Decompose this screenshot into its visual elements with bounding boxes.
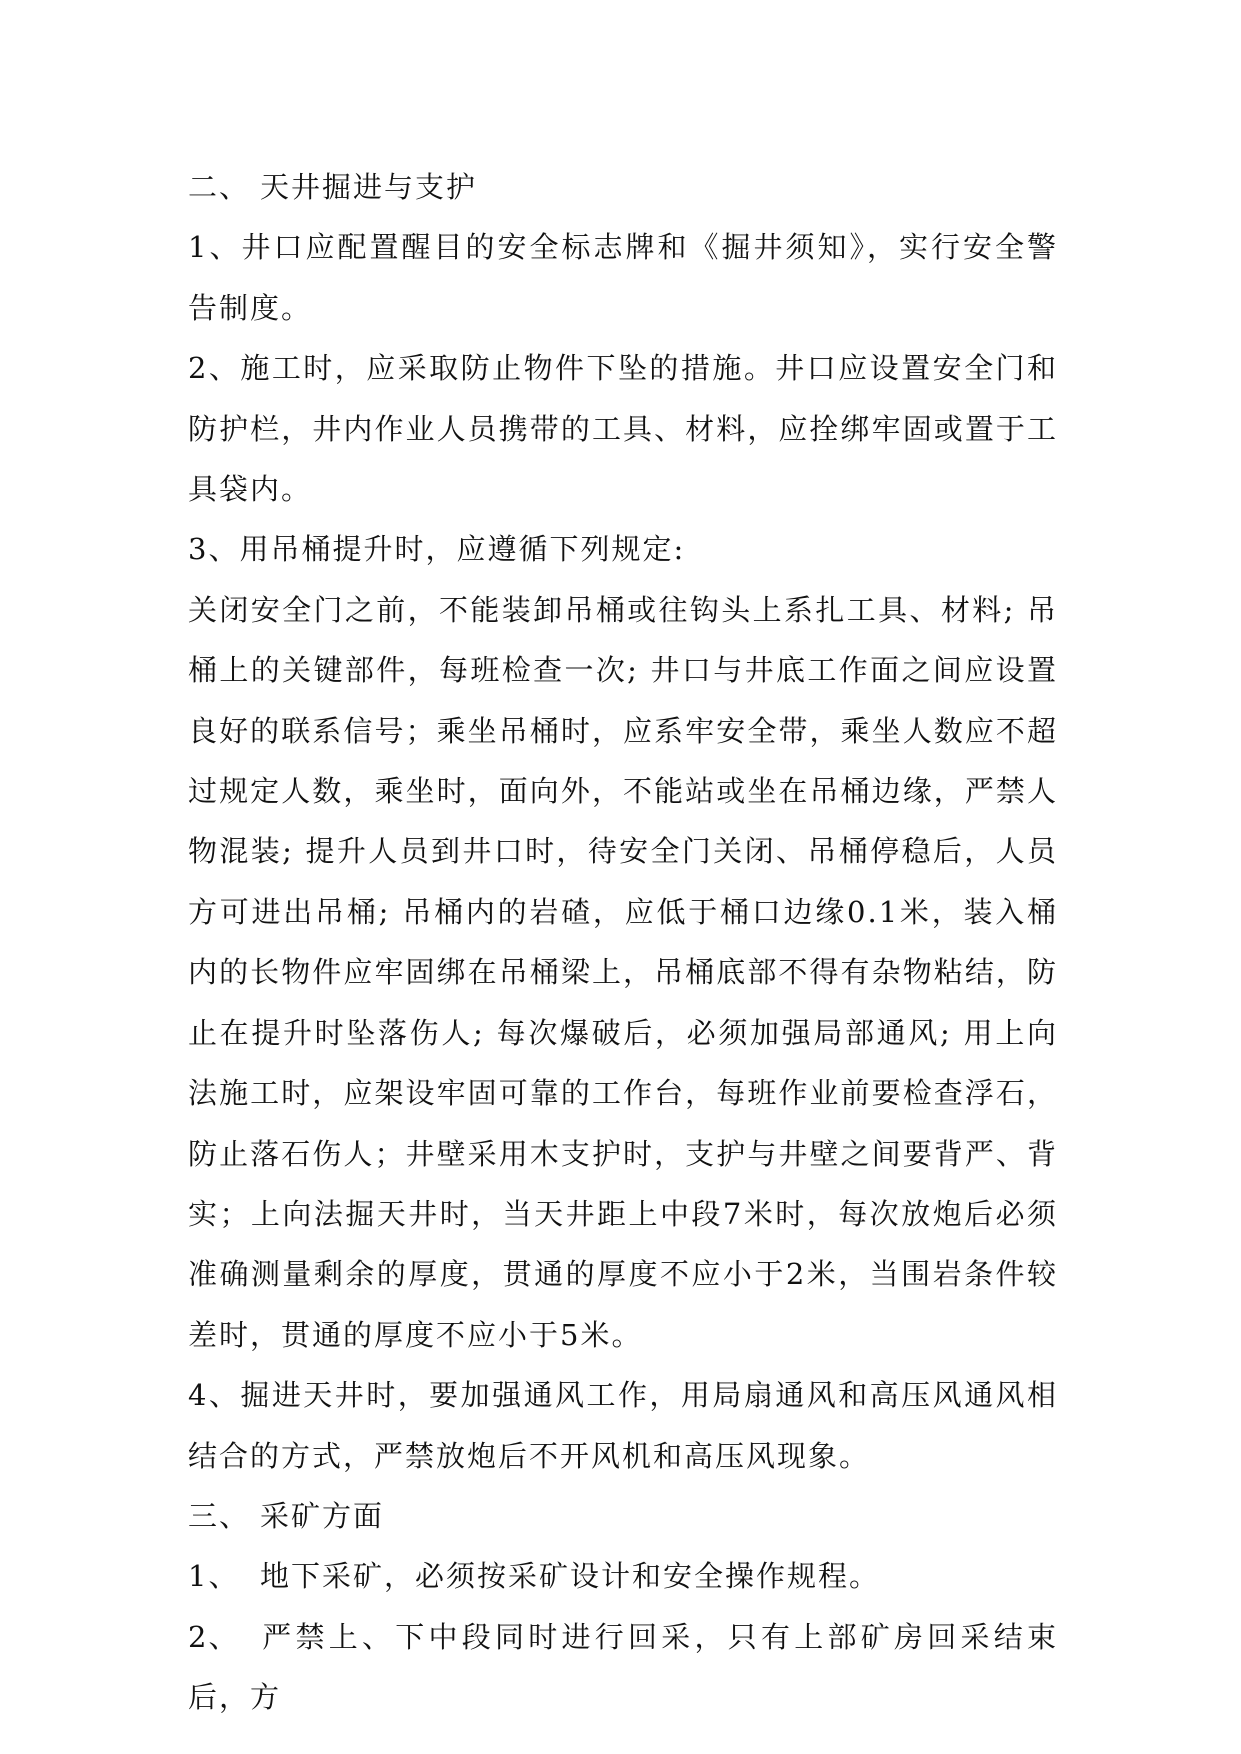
- paragraph: 1、井口应配置醒目的安全标志牌和《掘井须知》，实行安全警告制度。: [188, 230, 1058, 325]
- list-item: [188, 1546, 1058, 1606]
- list-item-number: 1、: [188, 1559, 240, 1594]
- section-number: 三、: [188, 1498, 251, 1533]
- section-title: 采矿方面: [260, 1498, 385, 1533]
- paragraph: 关闭安全门之前，不能装卸吊桶或往钩头上系扎工具、材料; 吊桶上的关键部件，每班检查一次; 井口与井底工作面之间应设置良好的联系信号；乘坐吊桶时，应系牢安全带，乘坐人数应不超过规定人数，乘坐时，面向外，不能站或坐在吊桶边缘，严禁人物混装; 提升人员到井口时，待安全门关闭、吊桶停稳后，人员方可进出吊桶; 吊桶内的岩碴，应低于桶口边缘0.1米，装入桶内的长物件应牢固绑在吊桶梁上，吊桶底部不得有杂物粘结，防止在提升时坠落伤人; 每次爆破后，必须加强局部通风; 用上向法施工时，应架设牢固可靠的工作台，每班作业前要检查浮石，防止落石伤人；井壁采用木支护时，支护与井壁之间要背严、背实；上向法掘天井时，当天井距上中段7米时，每次放炮后必须准确测量剩余的厚度，贯通的厚度不应小于2米，当围岩条件较差时，贯通的厚度不应小于5米。: [188, 592, 1058, 1352]
- list-item-text: 地下采矿，必须按采矿设计和安全操作规程。: [260, 1559, 881, 1594]
- list-item-text: 严禁上、下中段同时进行回采，只有上部矿房回采结束后，方: [188, 1619, 1058, 1715]
- section-heading-2: [188, 157, 1058, 217]
- document-body: [188, 157, 1058, 1728]
- list-item-number: 2、: [188, 1619, 240, 1654]
- section-title: 天井掘进与支护: [260, 170, 478, 204]
- paragraph: 2、施工时，应采取防止物件下坠的措施。井口应设置安全门和防护栏，井内作业人员携带的工具、材料，应拴绑牢固或置于工具袋内。: [188, 351, 1058, 507]
- paragraph: 3、用吊桶提升时，应遵循下列规定:: [188, 532, 686, 567]
- section-number: 二、: [188, 170, 251, 204]
- paragraph: 4、掘进天井时，要加强通风工作，用局扇通风和高压风通风相结合的方式，严禁放炮后不开风机和高压风现象。: [188, 1378, 1058, 1473]
- section-heading-3: [188, 1486, 1058, 1546]
- list-item: [188, 1607, 1058, 1728]
